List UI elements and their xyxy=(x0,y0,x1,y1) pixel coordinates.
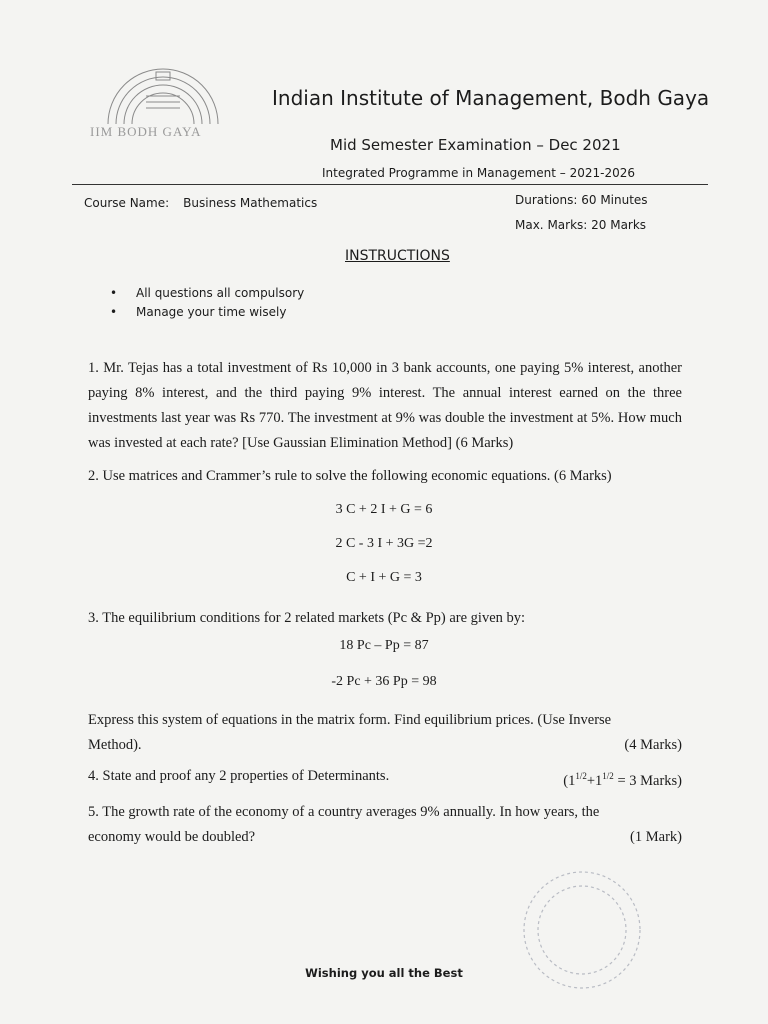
max-marks: Max. Marks: 20 Marks xyxy=(515,218,647,232)
question-2: 2. Use matrices and Crammer’s rule to solve the following economic equations. (6 Marks) xyxy=(88,468,612,484)
logo-arch-icon xyxy=(88,66,238,126)
course-name xyxy=(84,196,317,210)
header-divider xyxy=(72,184,708,185)
question-3-marks: (4 Marks) xyxy=(624,737,682,753)
iim-bodh-gaya-logo xyxy=(88,66,238,146)
instructions-list xyxy=(110,284,304,322)
instructions-heading: INSTRUCTIONS xyxy=(345,248,450,264)
question-3: 3. The equilibrium conditions for 2 related markets (Pc & Pp) are given by: xyxy=(88,610,526,626)
duration: Durations: 60 Minutes xyxy=(515,193,648,207)
institute-name: Indian Institute of Management, Bodh Gaya xyxy=(272,86,710,110)
question-4 xyxy=(88,764,682,789)
question-4-text: 4. State and proof any 2 properties of Determinants. xyxy=(88,768,390,784)
logo-text: IIM BODH GAYA xyxy=(90,124,202,139)
list-item: • All questions all compulsory xyxy=(110,284,304,303)
question-3-line-1: Express this system of equations in the matrix form. Find equilibrium prices. (Use Inverse xyxy=(88,712,612,728)
question-3-line-2: Method). xyxy=(88,737,142,753)
equation: -2 Pc + 36 Pp = 98 xyxy=(331,674,437,689)
question-5-marks: (1 Mark) xyxy=(630,829,682,845)
equation: 18 Pc – Pp = 87 xyxy=(339,638,429,653)
question-5-line-2: economy would be doubled? xyxy=(88,829,256,845)
programme-title: Integrated Programme in Management – 2021-2026 xyxy=(322,166,636,180)
course-label: Course Name: xyxy=(84,196,170,210)
closing-wish: Wishing you all the Best xyxy=(305,966,463,980)
exam-title: Mid Semester Examination – Dec 2021 xyxy=(330,136,621,154)
question-5-line-1: 5. The growth rate of the economy of a country averages 9% annually. In how years, the xyxy=(88,804,600,820)
question-3-task xyxy=(88,708,682,758)
equation: 3 C + 2 I + G = 6 xyxy=(335,502,433,517)
equation: 2 C - 3 I + 3G =2 xyxy=(335,536,433,551)
question-1: 1. Mr. Tejas has a total investment of Rs 10,000 in 3 bank accounts, one paying 5% interest, another paying 8% interest, and the third paying 9% interest. The annual interest earned on the three investments last year was Rs 770. The investment at 9% was double the investment at 5%. How much was invested at each rate? [Use Gaussian Elimination Method] (6 Marks) xyxy=(88,360,682,451)
course-value: Business Mathematics xyxy=(183,196,318,210)
list-item: • Manage your time wisely xyxy=(110,303,304,322)
equation: C + I + G = 3 xyxy=(346,570,422,585)
question-5 xyxy=(88,800,682,850)
question-4-marks: ($1^{1/2}+1^{1/2} = 3$ Marks) xyxy=(563,771,682,789)
